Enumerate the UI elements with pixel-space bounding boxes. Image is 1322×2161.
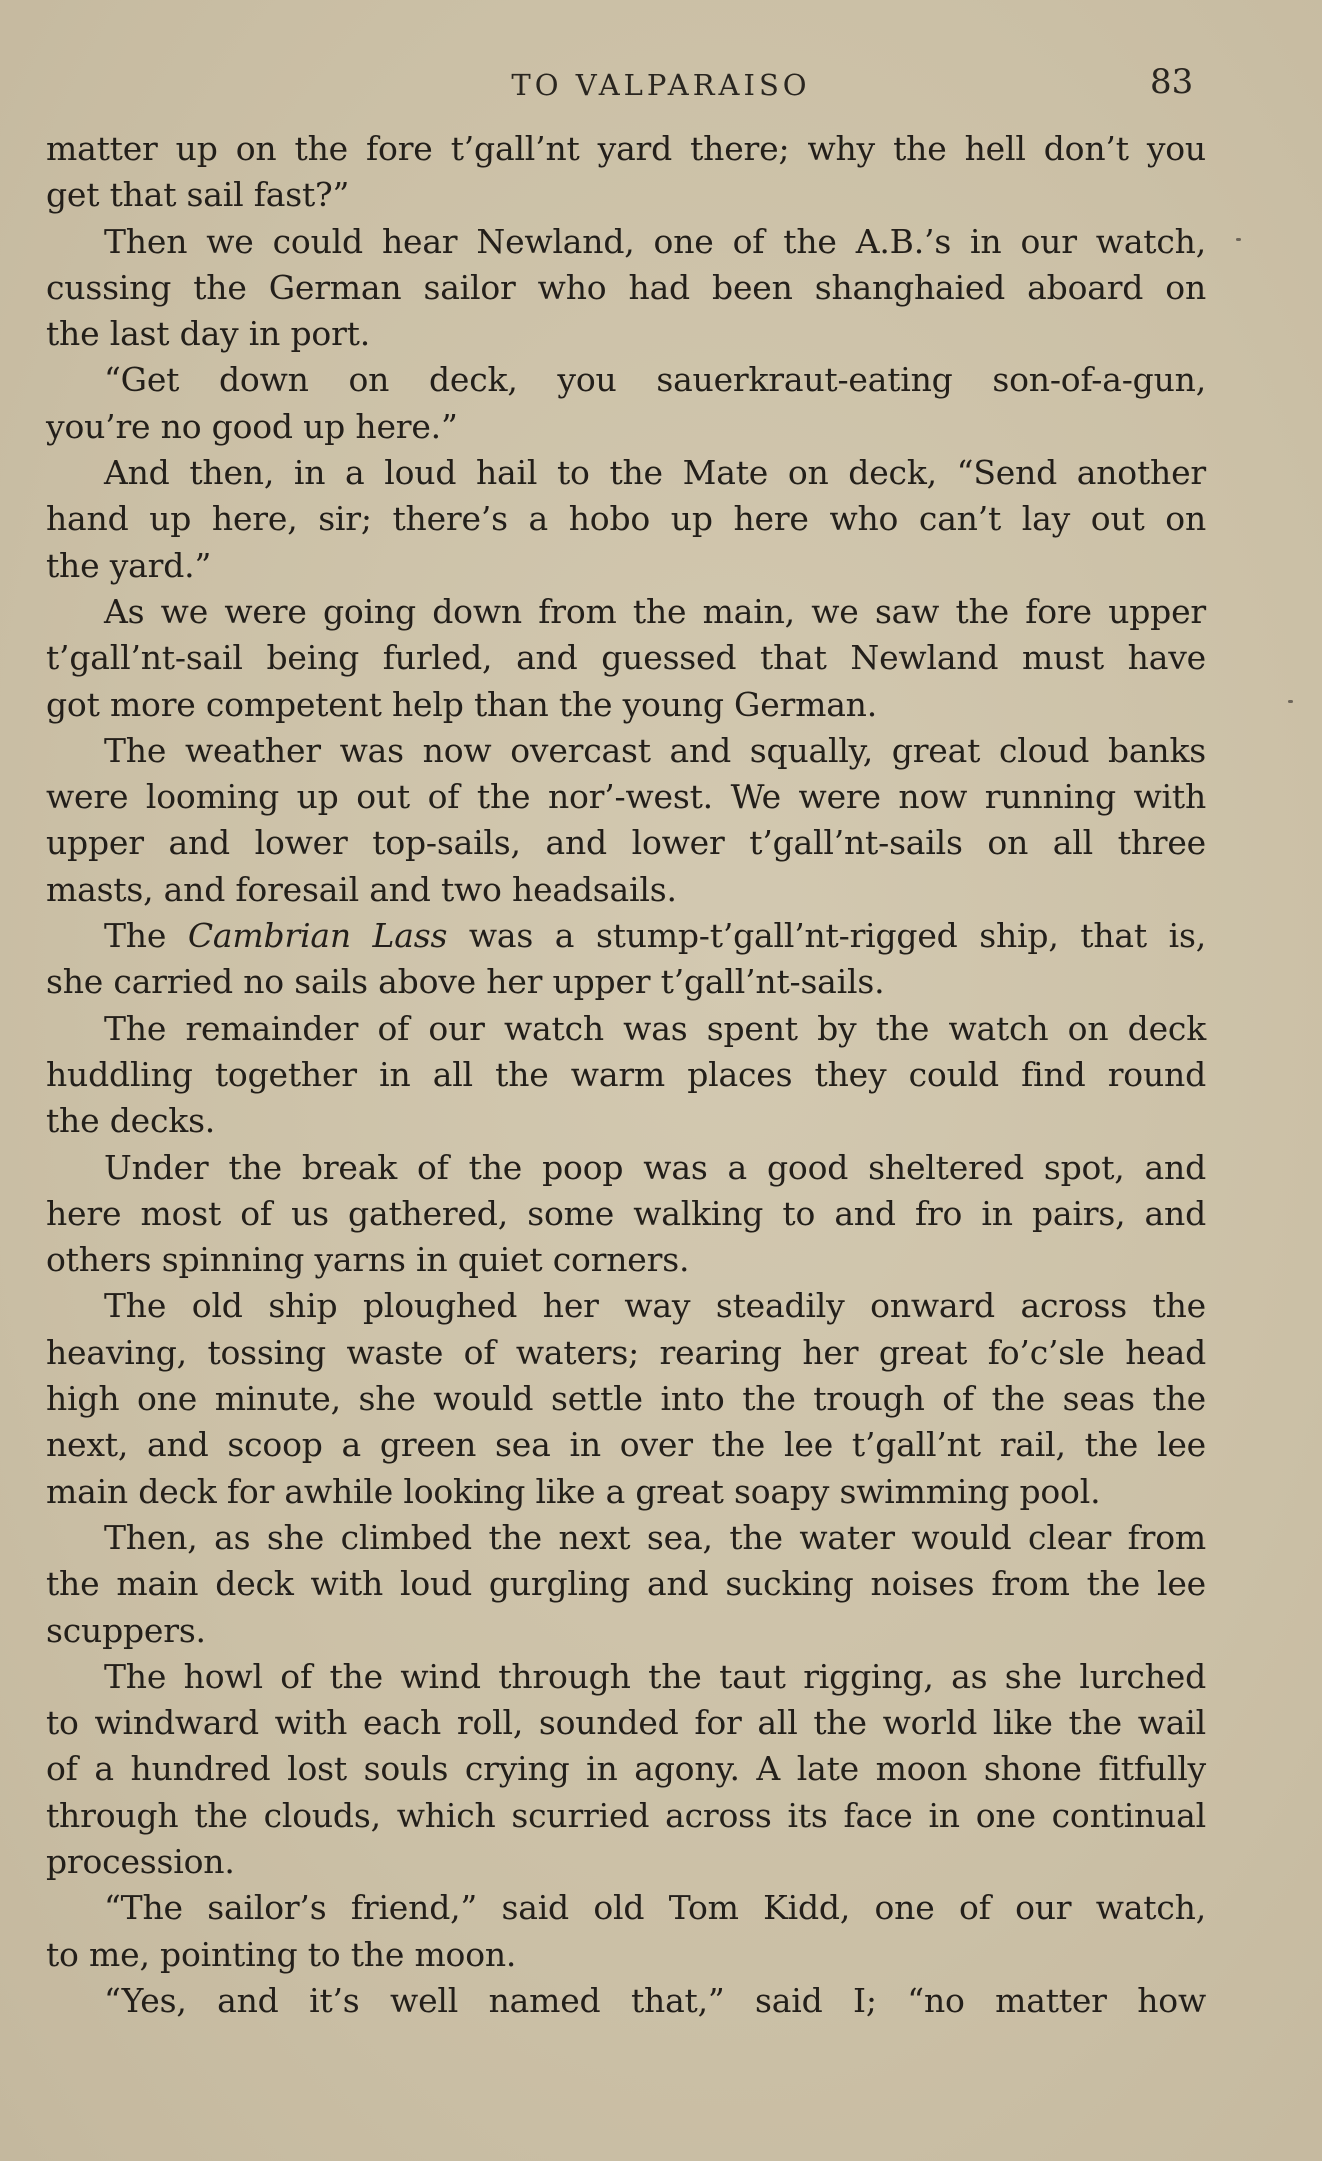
text-line: she carried no sails above her upper t’gall’nt-sails.	[46, 962, 885, 1002]
text-line: “Get down on deck, you sauerkraut-eating son-of-a-gun,	[104, 360, 1206, 400]
text-line: “The sailor’s friend,” said old Tom Kidd, one of our watch,	[104, 1888, 1206, 1928]
text-line: masts, and foresail and two headsails.	[46, 869, 677, 909]
text-line: you’re no good up here.”	[46, 406, 458, 446]
text-line	[46, 913, 1206, 959]
paper-speck	[1288, 700, 1293, 703]
text-line: through the clouds, which scurried across its face in one continual	[46, 1795, 1206, 1835]
text-line: got more competent help than the young German.	[46, 684, 878, 724]
text-line: high one minute, she would settle into the trough of the seas the	[46, 1379, 1206, 1419]
text-segment: The	[104, 916, 188, 956]
text-line: to windward with each roll, sounded for all the world like the wail	[46, 1703, 1206, 1743]
text-line: Under the break of the poop was a good sheltered spot, and	[104, 1147, 1206, 1187]
text-line: Then, as she climbed the next sea, the water would clear from	[104, 1517, 1206, 1557]
text-line: upper and lower top-sails, and lower t’gall’nt-sails on all three	[46, 823, 1206, 863]
text-line: the yard.”	[46, 545, 212, 585]
page-number: 83	[1150, 62, 1194, 102]
text-line: next, and scoop a green sea in over the lee t’gall’nt rail, the lee	[46, 1425, 1206, 1465]
text-line: cussing the German sailor who had been shanghaied aboard on	[46, 267, 1206, 307]
text-line: The weather was now overcast and squally, great cloud banks	[104, 730, 1206, 770]
body-text	[46, 126, 1206, 2024]
text-line: of a hundred lost souls crying in agony. A late moon shone fitfully	[46, 1749, 1206, 1789]
text-line: here most of us gathered, some walking to and fro in pairs, and	[46, 1193, 1206, 1233]
text-line: get that sail fast?”	[46, 175, 350, 215]
text-line: scuppers.	[46, 1610, 206, 1650]
text-line: main deck for awhile looking like a great soapy swimming pool.	[46, 1471, 1101, 1511]
text-line: others spinning yarns in quiet corners.	[46, 1240, 690, 1280]
text-line: the main deck with loud gurgling and sucking noises from the lee	[46, 1564, 1206, 1604]
text-line: to me, pointing to the moon.	[46, 1934, 517, 1974]
text-line: matter up on the fore t’gall’nt yard there; why the hell don’t you	[46, 129, 1206, 168]
text-line: “Yes, and it’s well named that,” said I; “no matter how	[104, 1980, 1206, 2020]
paper-speck	[1236, 238, 1241, 241]
text-line: Then we could hear Newland, one of the A.B.’s in our watch,	[104, 221, 1206, 261]
ship-name: Cambrian Lass	[187, 916, 448, 956]
text-line: the decks.	[46, 1101, 216, 1141]
text-line: And then, in a loud hail to the Mate on deck, “Send another	[104, 453, 1206, 493]
text-line: The howl of the wind through the taut rigging, as she lurched	[104, 1656, 1206, 1696]
text-line: As we were going down from the main, we saw the fore upper	[104, 591, 1206, 631]
text-line: the last day in port.	[46, 314, 370, 354]
text-line: were looming up out of the nor’-west. We were now running with	[46, 777, 1206, 817]
running-title: TO VALPARAISO	[511, 68, 811, 102]
text-line: The old ship ploughed her way steadily onward across the	[104, 1286, 1206, 1326]
text-line: The remainder of our watch was spent by the watch on deck	[104, 1008, 1206, 1048]
text-line: huddling together in all the warm places they could find round	[46, 1054, 1206, 1094]
text-line: procession.	[46, 1841, 235, 1881]
text-line: heaving, tossing waste of waters; rearing her great fo’c’sle head	[46, 1332, 1206, 1372]
text-line: t’gall’nt-sail being furled, and guessed that Newland must have	[46, 638, 1206, 678]
text-segment: was a stump-t’gall’nt-rigged ship, that is,	[447, 916, 1206, 956]
running-head	[0, 62, 1322, 102]
text-line: hand up here, sir; there’s a hobo up here who can’t lay out on	[46, 499, 1206, 539]
